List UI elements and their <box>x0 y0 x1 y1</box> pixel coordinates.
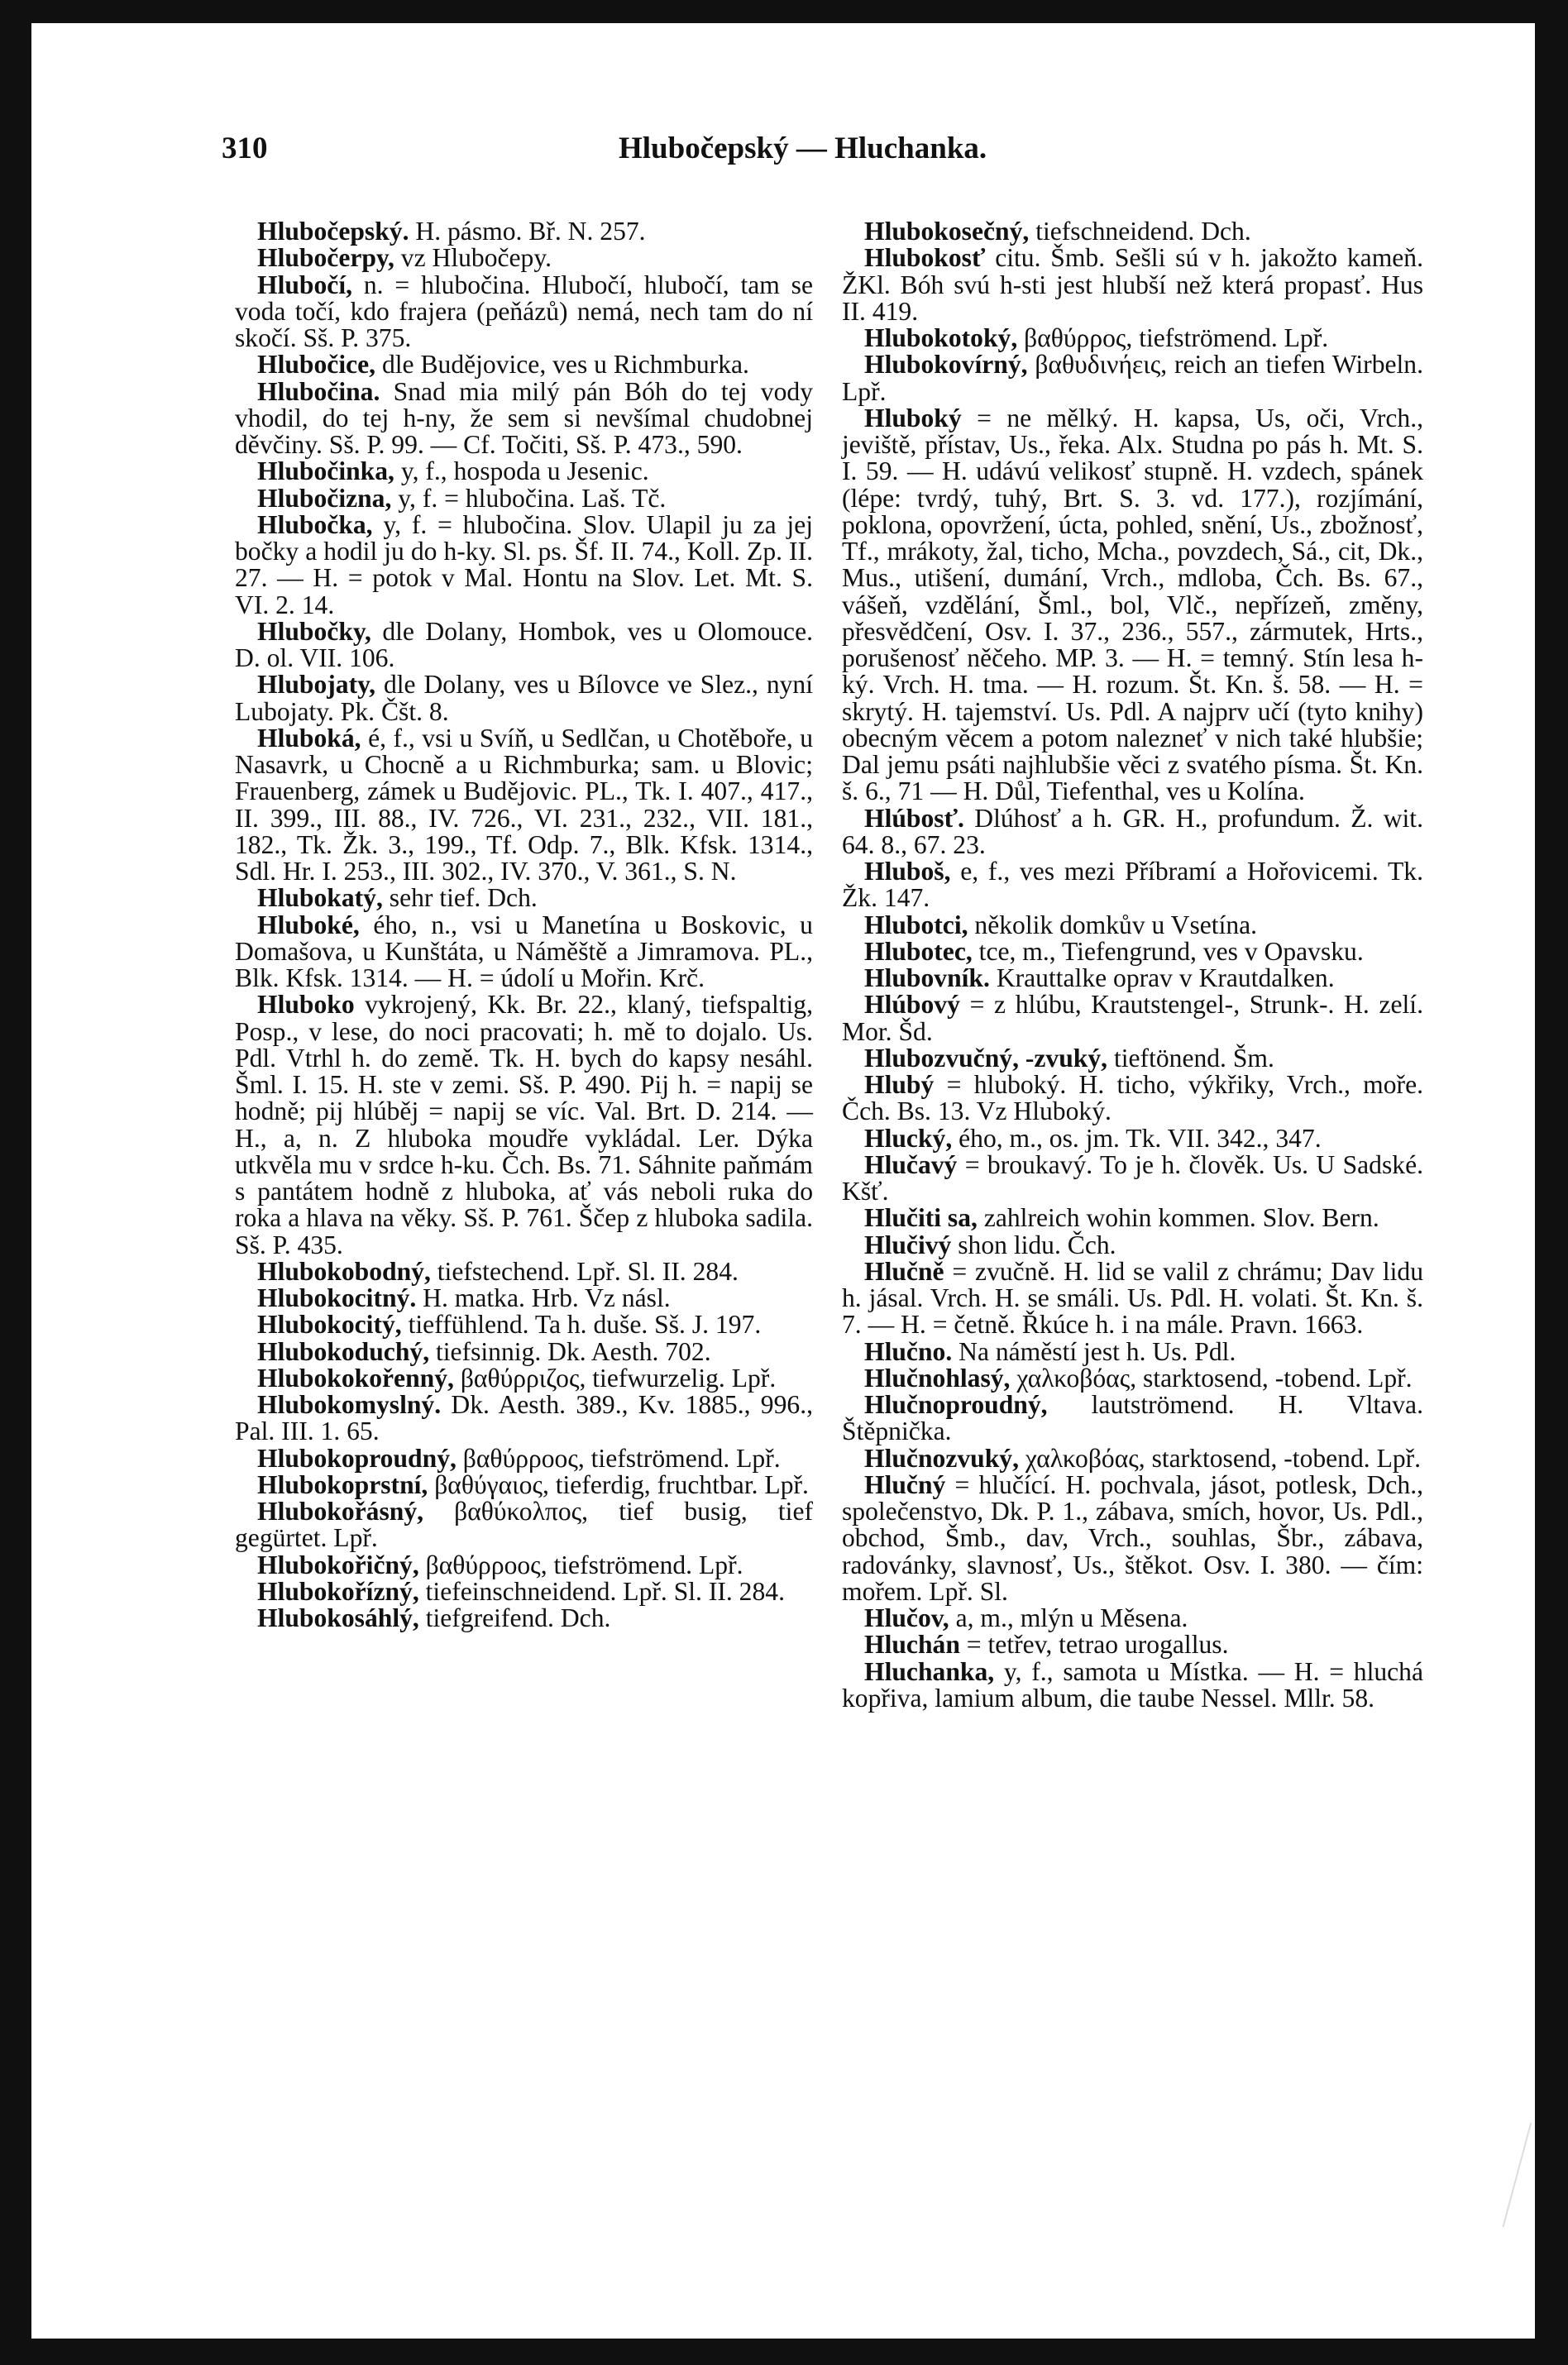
entry-definition: tiefgreifend. Dch. <box>425 1603 611 1632</box>
entry-headword: Hlučný <box>864 1469 946 1499</box>
entry-headword: Hlubokořičný, <box>257 1550 419 1579</box>
entry-headword: Hlubokocitný. <box>257 1283 417 1312</box>
entry-headword: Hlubokořízný, <box>257 1576 419 1606</box>
entry-definition: tiefschneidend. Dch. <box>1035 217 1251 246</box>
entry-definition: několik domkův u Vsetína. <box>974 910 1258 939</box>
entry-definition: βαθύρριζος, tiefwurzelig. Lpř. <box>460 1363 777 1393</box>
entry-headword: Hlubočí, <box>257 270 352 299</box>
entry-definition: = ne mělký. H. kapsa, Us, oči, Vrch., jeviště, přístav, Us., řeka. Alx. Studna po pás h. Mt. S. I. 59. — H. udávú velikosť stupně. H. vzdech, spánek (lépe: tvrdý, tuhý, Brt. S. 3. vd. 177.), rozjímání, poklona, opovržení, úcta, pohled, snění, Us., zbožnosť, Tf., mrákoty, žal, ticho, Mcha., povzdech, Sá., cit, Dk., Mus., utišení, dumání, Vrch., mdloba, Čch. Bs. 67., vášeň, vzdělání, Šml., bol, Vlč., nepřízeň, změny, přesvědčení, Osv. I. 37., 236., 557., zármutek, Hrts., porušenosť něčeho. MP. 3. — H. = temný. Stín lesa h-ký. Vrch. H. tma. — H. rozum. Št. Kn. š. 58. — H. = skrytý. H. tajemství. Us. Pdl. A najprv učí (tyto knihy) obecným věcem a potom nalezneť v nich také hlubšie; Dal jemu psáti najhlubšie věci z svatého písma. Št. Kn. š. 6., 71 — H. Důl, Tiefenthal, ves u Kolína. <box>842 403 1423 806</box>
entry-headword: Hlubočizna, <box>257 483 392 513</box>
entry-definition: vykrojený, Kk. Br. 22., klaný, tiefspaltig, Posp., v lese, do noci pracovati; h. mě to dojalo. Us. Pdl. Vtrhl h. do země. Tk. H. bych do kapsy nesáhl. Šml. I. 15. H. ste v zemi. Sš. P. 490. Pij h. = napij se hodně; pij hlúběj = napij se víc. Val. Brt. D. 214. — H., a, n. Z hluboka moudře vykládal. Ler. Dýka utkvěla mu v srdce h-ku. Čch. Bs. 71. Sáhnite paňmám s pantátem hodně z hluboka, ať vás neboli ruka do roka a hlava na věky. Sš. P. 761. Ščep z hluboka sadila. Sš. P. 435. <box>235 990 813 1259</box>
dictionary-entry <box>235 458 813 485</box>
entry-headword: Hlubokovírný, <box>864 350 1028 380</box>
dictionary-entry <box>842 936 1423 966</box>
entry-definition: H. pásmo. Bř. N. 257. <box>415 217 646 246</box>
entry-definition: βαθύγαιος, tieferdig, fruchtbar. Lpř. <box>434 1469 809 1499</box>
entry-headword: Hluchanka, <box>864 1656 995 1686</box>
entry-definition: = broukavý. To je h. člověk. Us. U Sadské. Kšť. <box>842 1149 1423 1206</box>
entry-definition: dle Dolany, ves u Bílovce ve Slez., nyní Lubojaty. Pk. Čšt. 8. <box>235 670 813 726</box>
entry-definition: = z hlúbu, Krautstengel-, Strunk-. H. zelí. Mor. Šd. <box>842 990 1423 1046</box>
dictionary-entry <box>842 1232 1423 1259</box>
entry-headword: Hluboký <box>864 403 962 432</box>
dictionary-entry <box>842 405 1423 805</box>
entry-headword: Hlubokomyslný. <box>257 1390 442 1419</box>
entry-definition: y, f. = hlubočina. Slov. Ulapil ju za jej bočky a hodil ju do h-ky. Sl. ps. Šf. II. 74., Koll. Zp. II. 27. — H. = potok v Mal. Hontu na Slov. Let. Mt. S. VI. 2. 14. <box>235 509 813 619</box>
dictionary-entry <box>235 671 813 725</box>
entry-definition: βαθυδινήεις, reich an tiefen Wirbeln. Lpř. <box>842 350 1424 406</box>
entry-headword: Hlubovník. <box>864 963 990 992</box>
entry-headword: Hlučivý <box>864 1230 952 1259</box>
entry-headword: Hlučnozvuký, <box>864 1443 1019 1473</box>
entry-headword: Hlubokosečný, <box>864 217 1030 246</box>
entry-definition: βαθύρροος, tiefströmend. Lpř. <box>462 1443 781 1473</box>
entry-definition: zahlreich wohin kommen. Slov. Bern. <box>983 1203 1379 1233</box>
dictionary-entry <box>842 245 1423 325</box>
entry-headword: Hlubotci, <box>864 910 968 939</box>
dictionary-entry <box>842 351 1423 405</box>
dictionary-entry <box>842 1392 1423 1445</box>
dictionary-entry <box>235 1605 813 1632</box>
dictionary-entry <box>235 1312 813 1338</box>
entry-headword: Hlubozvučný, -zvuký, <box>864 1043 1108 1073</box>
running-title: Hlubočepský — Hluchanka. <box>619 131 987 165</box>
dictionary-entry <box>842 1205 1423 1231</box>
dictionary-entry <box>842 1336 1423 1366</box>
dictionary-entry <box>235 885 813 911</box>
dictionary-entry <box>235 1445 813 1472</box>
entry-definition: Dlúhosť a h. GR. H., profundum. Ž. wit. 64. 8., 67. 23. <box>842 803 1423 859</box>
entry-headword: Hluboš, <box>864 857 951 886</box>
entry-definition: Na náměstí jest h. Us. Pdl. <box>958 1336 1236 1366</box>
dictionary-entry <box>842 1045 1423 1072</box>
entry-headword: Hlubokoduchý, <box>257 1336 430 1366</box>
entry-definition: sehr tief. Dch. <box>389 883 538 913</box>
dictionary-entry <box>235 245 813 271</box>
dictionary-entry <box>842 1256 1423 1340</box>
entry-definition: Snad mia milý pán Bóh do tej vody vhodil, do tej h-ny, že sem si nevšímal chudobnej děvčiny. Sš. P. 99. — Cf. Točiti, Sš. P. 473., 590. <box>235 376 813 459</box>
entry-definition: tiefstechend. Lpř. Sl. II. 284. <box>437 1256 739 1286</box>
dictionary-entry <box>235 912 813 992</box>
entry-headword: Hlubokokořenný, <box>257 1363 454 1393</box>
entry-definition: dle Dolany, Hombok, ves u Olomouce. D. ol. VII. 106. <box>235 616 813 672</box>
entry-headword: Hlučov, <box>864 1603 949 1632</box>
entry-headword: Hlubokocitý, <box>257 1310 402 1340</box>
dictionary-entry <box>842 1149 1423 1206</box>
dictionary-entry <box>842 991 1423 1045</box>
entry-headword: Hlubotec, <box>864 936 973 966</box>
entry-headword: Hlubokotoký, <box>864 323 1018 352</box>
dictionary-entry <box>842 912 1423 939</box>
entry-definition: = hlučící. H. pochvala, jásot, potlesk, Dch., společenstvo, Dk. P. 1., zábava, smích, hovor, Us. Pdl., obchod, Šmb., dav, Vrch., souhlas, Šbr., zábava, radovánky, slavnosť, Us., štěkot. Osv. I. 380. — čím: mořem. Lpř. Sl. <box>842 1469 1423 1606</box>
entry-definition: citu. Šmb. Sešli sú v h. jakožto kameň. ŽKl. Bóh svú h-sti jest hlubší než která propasť. Hus II. 419. <box>842 243 1423 326</box>
entry-definition: lautströmend. H. Vltava. Štěpnička. <box>842 1390 1423 1446</box>
entry-headword: Hlubokoprstní, <box>257 1469 428 1499</box>
entry-headword: Hlučnoproudný, <box>864 1390 1048 1419</box>
entry-headword: Hluboké, <box>257 910 360 939</box>
entry-definition: tiefsinnig. Dk. Aesth. 702. <box>436 1336 711 1366</box>
entry-definition: e, f., ves mezi Příbramí a Hořovicemi. Tk. Žk. 147. <box>842 857 1423 913</box>
entry-headword: Hlučno. <box>864 1336 953 1366</box>
entry-definition: y, f., hospoda u Jesenic. <box>400 456 649 486</box>
dictionary-entry <box>235 376 813 459</box>
entry-definition: n. = hlubočina. Hlubočí, hlubočí, tam se voda točí, kdo frajera (peňázů) nemá, nech tam do ní skočí. Sš. P. 375. <box>235 270 813 352</box>
entry-definition: tieffühlend. Ta h. duše. Sš. J. 197. <box>408 1310 762 1340</box>
entry-headword: Hlubočepský. <box>257 217 409 246</box>
entry-definition: dle Budějovice, ves u Richmburka. <box>381 350 749 380</box>
entry-definition: a, m., mlýn u Měsena. <box>955 1603 1188 1632</box>
dictionary-entry <box>235 725 813 886</box>
entry-headword: Hlúbový <box>864 990 960 1020</box>
entry-headword: Hlučnohlasý, <box>864 1363 1011 1393</box>
entry-definition: ého, m., os. jm. Tk. VII. 342., 347. <box>958 1123 1322 1153</box>
entry-headword: Hlubočinka, <box>257 456 394 486</box>
dictionary-entry <box>842 1469 1423 1606</box>
dictionary-entry <box>842 858 1423 912</box>
entry-definition: χαλκοβόας, starktosend, -tobend. Lpř. <box>1016 1363 1413 1393</box>
entry-headword: Hlubočky, <box>257 616 371 646</box>
entry-headword: Hlubojaty, <box>257 670 376 700</box>
entry-definition: βαθύρροος, tiefströmend. Lpř. <box>425 1550 743 1579</box>
entry-definition: Dk. Aesth. 389., Kv. 1885., 996., Pal. III. 1. 65. <box>235 1390 813 1446</box>
dictionary-entry <box>235 1498 813 1552</box>
right-column <box>842 218 1423 1712</box>
entry-headword: Hlubokobodný, <box>257 1256 431 1286</box>
dictionary-entry <box>842 1656 1423 1713</box>
entry-definition: é, f., vsi u Svíň, u Sedlčan, u Chotěboře, u Nasavrk, u Chocně a u Richmburka; sam. u Blovic; Frauenberg, zámek u Budějovic. PL., Tk. I. 407., 417., II. 399., III. 88., IV. 726., VI. 231., 232., VII. 181., 182., Tk. Žk. 3., 199., Tf. Odp. 7., Blk. Kfsk. 1314., Sdl. Hr. I. 253., III. 302., IV. 370., V. 361., S. N. <box>235 723 813 886</box>
dictionary-entry <box>235 272 813 352</box>
entry-definition: = tetřev, tetrao urogallus. <box>966 1630 1229 1660</box>
dictionary-entry <box>842 1365 1423 1392</box>
entry-definition: vz Hlubočepy. <box>400 243 552 273</box>
entry-headword: Hluboká, <box>257 723 361 752</box>
entry-headword: Hlucký, <box>864 1123 953 1153</box>
entry-definition: y, f., samota u Místka. — H. = hluchá kopřiva, lamium album, die taube Nessel. Mllr. 58. <box>842 1656 1423 1713</box>
dictionary-entry <box>235 991 813 1259</box>
entry-headword: Hlubý <box>864 1070 935 1099</box>
entry-headword: Hluboko <box>257 990 355 1020</box>
entry-definition: tce, m., Tiefengrund, ves v Opavsku. <box>978 936 1364 966</box>
dictionary-entry <box>235 1365 813 1392</box>
entry-headword: Hlubokosáhlý, <box>257 1603 419 1632</box>
dictionary-entry <box>842 965 1423 991</box>
entry-definition: βαθύρρος, tiefströmend. Lpř. <box>1024 323 1329 352</box>
dictionary-entry <box>235 1336 813 1366</box>
dictionary-entry <box>842 1445 1423 1472</box>
entry-definition: = zvučně. H. lid se valil z chrámu; Dav lidu h. jásal. Vrch. H. se smáli. Us. Pdl. H. volati. Št. Kn. š. 7. — H. = četně. Řkúce h. i na mále. Pravn. 1663. <box>842 1256 1423 1340</box>
entry-definition: βαθύκολπος, tief busig, tief gegürtet. Lpř. <box>235 1497 813 1553</box>
entry-headword: Hlubokosť <box>864 243 986 273</box>
entry-headword: Hlučavý <box>864 1149 958 1179</box>
entry-definition: χαλκοβόας, starktosend, -tobend. Lpř. <box>1025 1443 1422 1473</box>
dictionary-entry <box>235 485 813 512</box>
entry-headword: Hlučně <box>864 1256 944 1286</box>
dictionary-entry <box>235 1256 813 1286</box>
dictionary-entry <box>235 1469 813 1499</box>
entry-definition: y, f. = hlubočina. Laš. Tč. <box>398 483 667 513</box>
dictionary-entry <box>842 325 1423 351</box>
entry-headword: Hlubokoproudný, <box>257 1443 457 1473</box>
dictionary-entry <box>842 1125 1423 1152</box>
dictionary-entry <box>235 616 813 672</box>
dictionary-entry <box>235 1392 813 1445</box>
book-page <box>31 23 1535 2339</box>
dictionary-entry <box>842 1632 1423 1658</box>
dictionary-entry <box>842 1605 1423 1632</box>
dictionary-entry <box>235 1552 813 1579</box>
entry-headword: Hlubokatý, <box>257 883 383 913</box>
entry-headword: Hlubočerpy, <box>257 243 394 273</box>
entry-headword: Hlubočice, <box>257 350 376 380</box>
entry-definition: ého, n., vsi u Manetína u Boskovic, u Domašova, u Kunštáta, u Náměště a Jimramova. PL., Blk. Kfsk. 1314. — H. = údolí u Mořin. Krč. <box>235 910 813 992</box>
page-number: 310 <box>222 131 268 165</box>
entry-headword: Hlubokořásný, <box>257 1497 424 1526</box>
entry-definition: tiefeinschneidend. Lpř. Sl. II. 284. <box>425 1576 785 1606</box>
dictionary-entry <box>235 351 813 378</box>
entry-headword: Hlubočina. <box>257 376 380 406</box>
entry-headword: Hlubočka, <box>257 509 373 539</box>
entry-headword: Hlúbosť. <box>864 803 964 833</box>
entry-headword: Hluchán <box>864 1630 960 1660</box>
entry-definition: = hluboký. H. ticho, výkřiky, Vrch., moře. Čch. Bs. 13. Vz Hluboký. <box>842 1070 1423 1126</box>
dictionary-entry <box>842 1072 1423 1125</box>
entry-definition: tieftönend. Šm. <box>1113 1043 1274 1073</box>
entry-headword: Hlučiti sa, <box>864 1203 978 1233</box>
entry-definition: shon lidu. Čch. <box>958 1230 1116 1259</box>
dictionary-entry <box>842 218 1423 245</box>
dictionary-entry <box>235 509 813 619</box>
dictionary-entry <box>235 1576 813 1606</box>
entry-definition: H. matka. Hrb. Vz násl. <box>423 1283 671 1312</box>
dictionary-entry <box>235 1285 813 1312</box>
left-column <box>235 218 813 1632</box>
dictionary-entry <box>235 218 813 245</box>
entry-definition: Krauttalke oprav v Krautdalken. <box>996 963 1335 992</box>
dictionary-entry <box>842 805 1423 859</box>
